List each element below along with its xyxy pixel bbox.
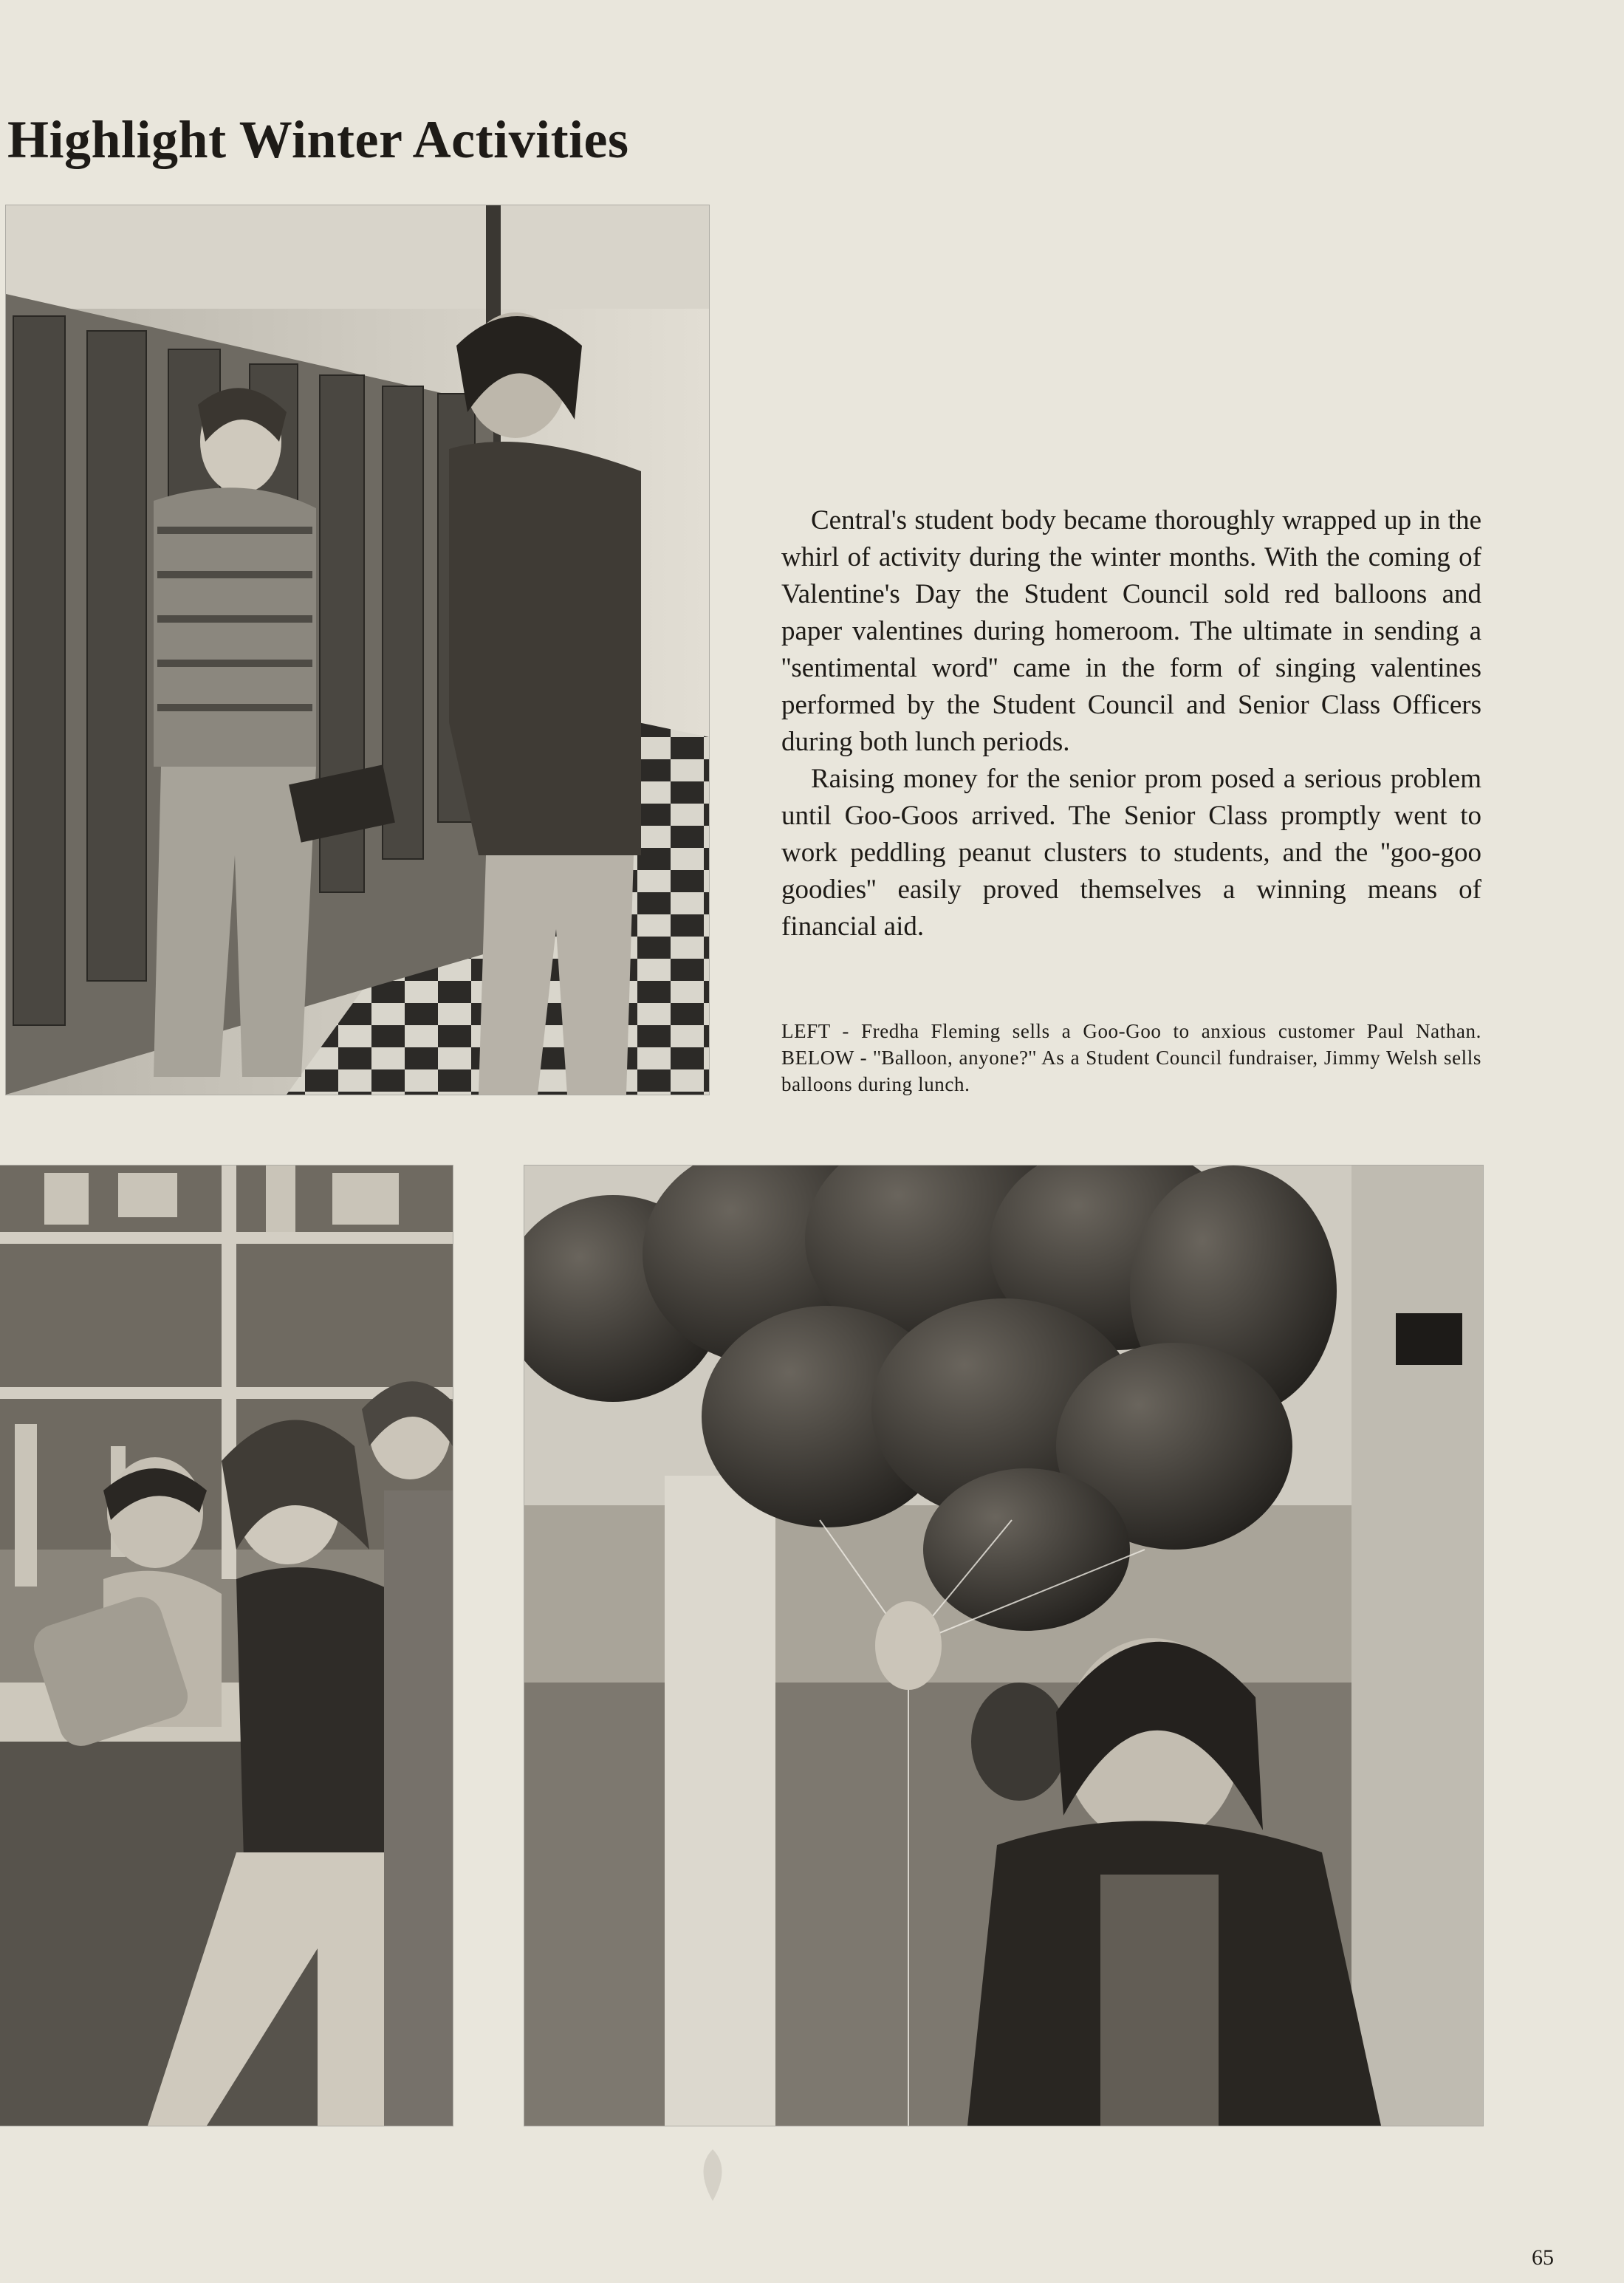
article-body	[781, 502, 1481, 945]
article-paragraph: Raising money for the senior prom posed a serious problem until Goo-Goos arrived. The Senior Class promptly went to work peddling peanut clusters to students, and the ''goo-goo goodies'' easily proved themselves a winning means of financial aid.	[781, 764, 1481, 942]
hallway-lockers-photo	[6, 205, 709, 1095]
goo-goo-table-photo	[0, 1166, 453, 2126]
article-paragraph: Central's student body became thoroughly wrapped up in the whirl of activity during the winter months. With the coming of Valentine's Day the Student Council sold red balloons and paper valentines during homeroom. The ultimate in sending a ''sentimental word'' came in the form of singing valentines performed by the Student Council and Senior Class Officers during both lunch periods.	[781, 505, 1481, 757]
leaf-watermark-icon	[691, 2146, 735, 2205]
photo-caption: LEFT - Fredha Fleming sells a Goo-Goo to anxious customer Paul Nathan. BELOW - ''Balloon, anyone?'' As a Student Council fundraiser, Jimmy Welsh sells balloons during lunch.	[781, 1020, 1481, 1095]
page-heading: Highlight Winter Activities	[7, 110, 629, 169]
page-number: 65	[1532, 2245, 1554, 2270]
balloons-photo	[524, 1166, 1483, 2126]
